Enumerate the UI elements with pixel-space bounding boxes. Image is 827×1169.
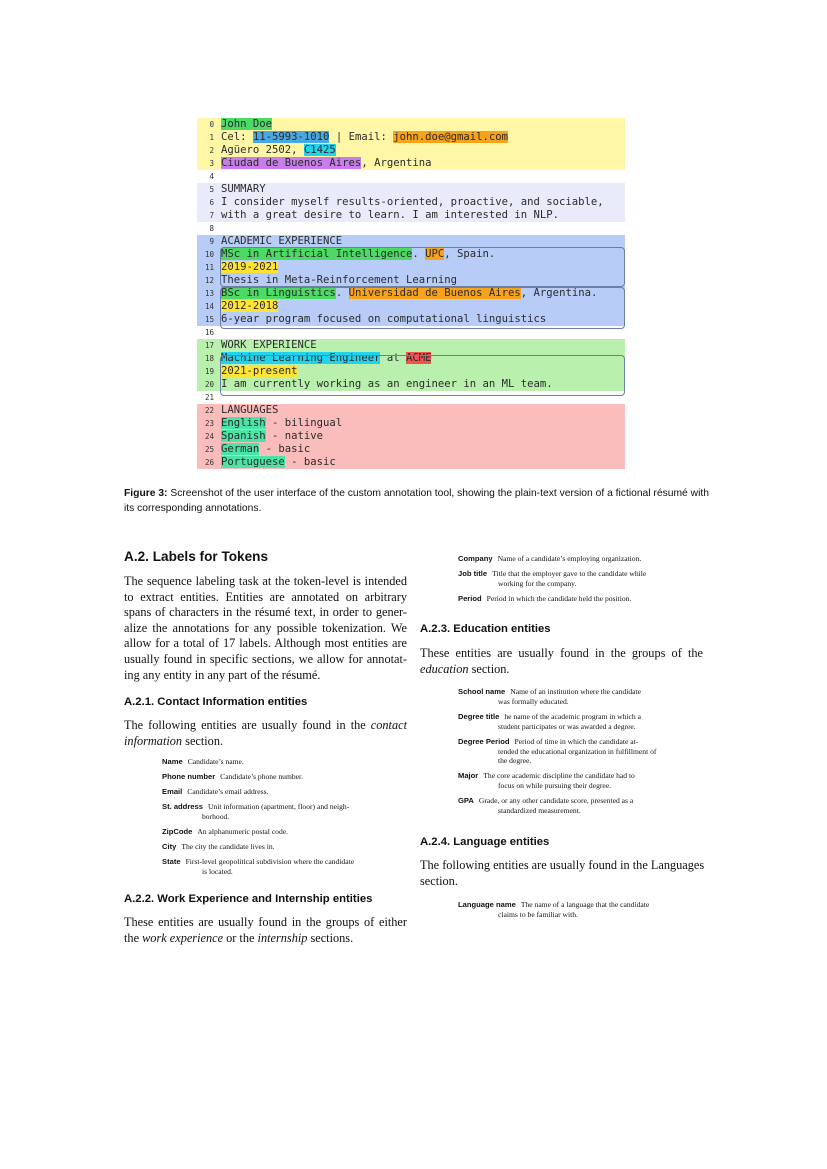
education-entity-description-continued: focus on while pursuing their degree.	[498, 781, 612, 791]
contact-entity-definition	[162, 802, 392, 822]
line-number: 13	[204, 289, 214, 298]
annotated-span[interactable]: C1425	[303, 144, 336, 156]
tool-line	[197, 131, 625, 144]
annotated-span[interactable]: Spanish	[221, 430, 266, 442]
tool-line	[197, 430, 625, 443]
tool-line	[197, 118, 625, 131]
line-text: at	[380, 352, 406, 364]
annotated-span[interactable]: john.doe@gmail.com	[393, 131, 509, 143]
education-entity-term: Degree Period	[458, 736, 510, 746]
line-text: Cel:	[221, 131, 253, 143]
tool-line	[197, 157, 625, 170]
tool-line	[197, 365, 625, 378]
section-heading-a2: A.2. Labels for Tokens	[124, 549, 269, 564]
annotated-span[interactable]: 2012-2018	[221, 300, 279, 312]
annotation-tool-screenshot	[197, 118, 625, 469]
line-text: SUMMARY	[221, 183, 266, 195]
contact-entity-term: St. address	[162, 802, 203, 812]
line-text: - basic	[284, 456, 336, 468]
tool-line	[197, 274, 625, 287]
a22-line-2: the work experience or the internship sections.	[124, 930, 354, 945]
line-number: 26	[204, 458, 214, 467]
contact-entity-description: Unit information (apartment, floor) and neigh-	[207, 802, 350, 812]
a23-line-1: These entities are usually found in the groups of the	[420, 646, 703, 660]
contact-entity-description: Candidate’s phone number.	[220, 772, 304, 782]
tool-line	[197, 456, 625, 469]
annotated-span[interactable]: John Doe	[221, 118, 273, 130]
a22-paragraph	[124, 915, 407, 946]
contact-entity-description: First-level geopolitical subdivision where the candidate	[185, 857, 355, 867]
education-entity-description: Period of time in which the candidate at-	[514, 736, 639, 746]
contact-entity-list	[162, 757, 392, 882]
tool-line	[197, 404, 625, 417]
work-entity-definition	[458, 594, 688, 604]
a23-line-2: education section.	[420, 661, 510, 676]
annotated-span[interactable]: UPC	[425, 248, 445, 260]
language-entity-term: Language name	[458, 900, 516, 909]
a21-line-1: The following entities are usually found in the contact	[124, 718, 407, 732]
tool-line	[197, 170, 625, 183]
work-entity-description: Period in which the candidate held the position.	[486, 593, 632, 603]
work-entity-description: Title that the employer gave to the candidate while	[492, 569, 647, 579]
line-number: 10	[204, 250, 214, 259]
line-text: WORK EXPERIENCE	[221, 339, 317, 351]
tool-line	[197, 183, 625, 196]
subsection-heading-a23: A.2.3. Education entities	[420, 623, 551, 635]
education-entity-term: Degree title	[458, 711, 500, 721]
figure-caption	[124, 487, 714, 516]
line-number: 19	[204, 367, 214, 376]
contact-entity-term: Phone number	[162, 772, 216, 782]
tool-line	[197, 352, 625, 365]
annotated-span[interactable]: Universidad de Buenos Aires	[348, 287, 521, 299]
contact-entity-definition	[162, 857, 392, 877]
work-entity-list	[458, 554, 688, 609]
line-text: with a great desire to learn. I am interested in NLP.	[221, 209, 560, 221]
contact-entity-definition	[162, 787, 392, 797]
a24-paragraph	[420, 858, 703, 889]
a21-line-2: information section.	[124, 733, 224, 748]
work-entity-term: Job title	[458, 569, 488, 579]
annotated-span[interactable]: English	[221, 417, 266, 429]
contact-entity-description: An alphanumeric postal code.	[197, 827, 289, 837]
annotated-span[interactable]: MSc in Artificial Intelligence	[221, 248, 413, 260]
a2-paragraph-line: alize the annotations for any possible tokenization. We	[124, 620, 407, 635]
contact-entity-description-continued: is located.	[202, 867, 233, 877]
tool-line	[197, 235, 625, 248]
line-text: ACADEMIC EXPERIENCE	[221, 235, 343, 247]
line-number: 5	[209, 185, 214, 194]
education-entity-term: Major	[458, 771, 479, 781]
a23-paragraph	[420, 646, 703, 677]
line-number: 6	[209, 198, 214, 207]
a2-paragraph-line: spans of characters in the résumé text, in order to gener-	[124, 605, 407, 620]
education-entity-definition	[458, 712, 688, 732]
education-entity-definition	[458, 687, 688, 707]
line-number: 9	[209, 237, 214, 246]
contact-entity-definition	[162, 757, 392, 767]
tool-line	[197, 209, 625, 222]
line-text: 6-year program focused on computational linguistics	[221, 313, 547, 325]
line-number: 4	[209, 172, 214, 181]
line-number: 15	[204, 315, 214, 324]
line-text: I consider myself results-oriented, proactive, and sociable,	[221, 196, 604, 208]
line-number: 24	[204, 432, 214, 441]
line-number: 2	[209, 146, 214, 155]
tool-line	[197, 144, 625, 157]
line-text: | Email:	[329, 131, 394, 143]
line-text: Agüero 2502,	[221, 144, 304, 156]
work-entity-term: Period	[458, 593, 482, 603]
contact-entity-description-continued: borhood.	[202, 812, 230, 822]
a2-paragraph-line: allow for a total of 17 labels. Although most entities are	[124, 636, 407, 651]
annotated-span[interactable]: ACME	[405, 352, 432, 364]
annotated-span[interactable]: 2021-present	[221, 365, 298, 377]
line-number: 12	[204, 276, 214, 285]
tool-line	[197, 339, 625, 352]
tool-line	[197, 300, 625, 313]
line-text: , Argentina	[361, 157, 432, 169]
a21-paragraph	[124, 718, 407, 749]
tool-line	[197, 378, 625, 391]
line-number: 17	[204, 341, 214, 350]
annotated-span[interactable]: Portuguese	[221, 456, 285, 468]
line-text: LANGUAGES	[221, 404, 279, 416]
line-text: - basic	[259, 443, 311, 455]
contact-entity-term: ZipCode	[162, 827, 193, 837]
line-number: 25	[204, 445, 214, 454]
annotated-span[interactable]: Machine Learning Engineer	[221, 352, 381, 364]
work-entity-definition	[458, 569, 688, 589]
line-number: 3	[209, 159, 214, 168]
contact-entity-term: State	[162, 857, 181, 867]
line-text: Thesis in Meta-Reinforcement Learning	[221, 274, 457, 286]
education-entity-description-continued: student participates or was awarded a degree.	[498, 721, 636, 731]
tool-line	[197, 248, 625, 261]
annotated-span[interactable]: BSc in Linguistics	[221, 287, 336, 299]
line-number: 8	[209, 224, 214, 233]
annotated-span[interactable]: Ciudad de Buenos Aires	[221, 157, 362, 169]
education-entity-description: Grade, or any other candidate score, presented as a	[478, 796, 634, 806]
education-entity-list	[458, 687, 688, 821]
line-text: I am currently working as an engineer in an ML team.	[221, 378, 553, 390]
line-number: 23	[204, 419, 214, 428]
education-entity-definition	[458, 796, 688, 816]
line-number: 1	[209, 133, 214, 142]
education-entity-definition	[458, 737, 688, 766]
tool-line	[197, 313, 625, 326]
education-entity-description-continued: tended the educational organization in fulfillment of	[498, 746, 657, 756]
line-text: - native	[265, 430, 324, 442]
tool-line	[197, 196, 625, 209]
line-number: 18	[204, 354, 214, 363]
tool-line	[197, 391, 625, 404]
annotated-span[interactable]: German	[221, 443, 260, 455]
subsection-heading-a21: A.2.1. Contact Information entities	[124, 696, 308, 708]
contact-entity-definition	[162, 772, 392, 782]
work-entity-term: Company	[458, 554, 493, 563]
line-number: 22	[204, 406, 214, 415]
contact-entity-description: Candidate’s name.	[187, 757, 244, 766]
contact-entity-term: Name	[162, 757, 183, 766]
language-entity-list	[458, 900, 688, 925]
line-number: 16	[204, 328, 214, 337]
tool-line	[197, 417, 625, 430]
a24-line-2: section.	[420, 873, 458, 888]
annotated-span[interactable]: 2019-2021	[221, 261, 279, 273]
a2-paragraph-line: to extract entities. Entities are annotated on arbitrary	[124, 589, 407, 604]
contact-entity-term: City	[162, 842, 177, 852]
line-text: .	[335, 287, 349, 299]
line-text: , Argentina.	[520, 287, 598, 299]
subsection-heading-a24: A.2.4. Language entities	[420, 836, 550, 848]
education-entity-definition	[458, 771, 688, 791]
tool-line	[197, 287, 625, 300]
work-entity-description: Name of a candidate’s employing organization.	[497, 554, 642, 563]
line-number: 7	[209, 211, 214, 220]
line-text: .	[412, 248, 426, 260]
line-number: 0	[209, 120, 214, 129]
tool-line	[197, 222, 625, 235]
education-entity-description: Name of an institution where the candidate	[510, 687, 642, 696]
figure-caption-text: Screenshot of the user interface of the custom annotation tool, showing the plain-text version of a fictional résumé with its corresponding annotations.	[124, 488, 709, 514]
contact-entity-description: The city the candidate lives in.	[181, 842, 275, 852]
contact-entity-definition	[162, 842, 392, 852]
contact-entity-term: Email	[162, 787, 183, 797]
work-entity-description-continued: working for the company.	[498, 578, 577, 588]
line-number: 14	[204, 302, 214, 311]
line-number: 20	[204, 380, 214, 389]
line-text: - bilingual	[265, 417, 343, 429]
a24-line-1: The following entities are usually found in the Languages	[420, 858, 705, 872]
line-text: , Spain.	[444, 248, 496, 260]
subsection-heading-a22: A.2.2. Work Experience and Internship entities	[124, 893, 373, 905]
education-entity-description-continued: the degree.	[498, 756, 532, 766]
tool-line	[197, 443, 625, 456]
a22-line-1: These entities are usually found in the groups of either	[124, 915, 407, 929]
education-entity-term: School name	[458, 687, 506, 696]
education-entity-description: he name of the academic program in which a	[504, 711, 641, 721]
tool-line	[197, 326, 625, 339]
education-entity-description: The core academic discipline the candidate had to	[483, 771, 635, 781]
contact-entity-description: Candidate’s email address.	[187, 787, 269, 797]
figure-label: Figure 3:	[124, 488, 168, 499]
language-entity-definition	[458, 900, 688, 920]
a2-paragraph	[124, 574, 407, 683]
language-entity-description: The name of a language that the candidate	[520, 900, 650, 909]
line-number: 11	[204, 263, 214, 272]
education-entity-description-continued: standardized measurement.	[498, 806, 581, 816]
annotated-span[interactable]: 11-5993-1010	[252, 131, 330, 143]
contact-entity-definition	[162, 827, 392, 837]
a2-paragraph-line: The sequence labeling task at the token-level is intended	[124, 574, 407, 588]
education-entity-term: GPA	[458, 796, 474, 806]
education-entity-description-continued: was formally educated.	[498, 696, 569, 706]
a2-paragraph-line: usually found in specific sections, we allow for annotat-	[124, 651, 407, 666]
tool-line	[197, 261, 625, 274]
language-entity-description-continued: claims to be familiar with.	[498, 909, 578, 919]
a2-paragraph-line: ing any entity in any part of the résumé.	[124, 667, 321, 682]
work-entity-definition	[458, 554, 688, 564]
line-number: 21	[204, 393, 214, 402]
